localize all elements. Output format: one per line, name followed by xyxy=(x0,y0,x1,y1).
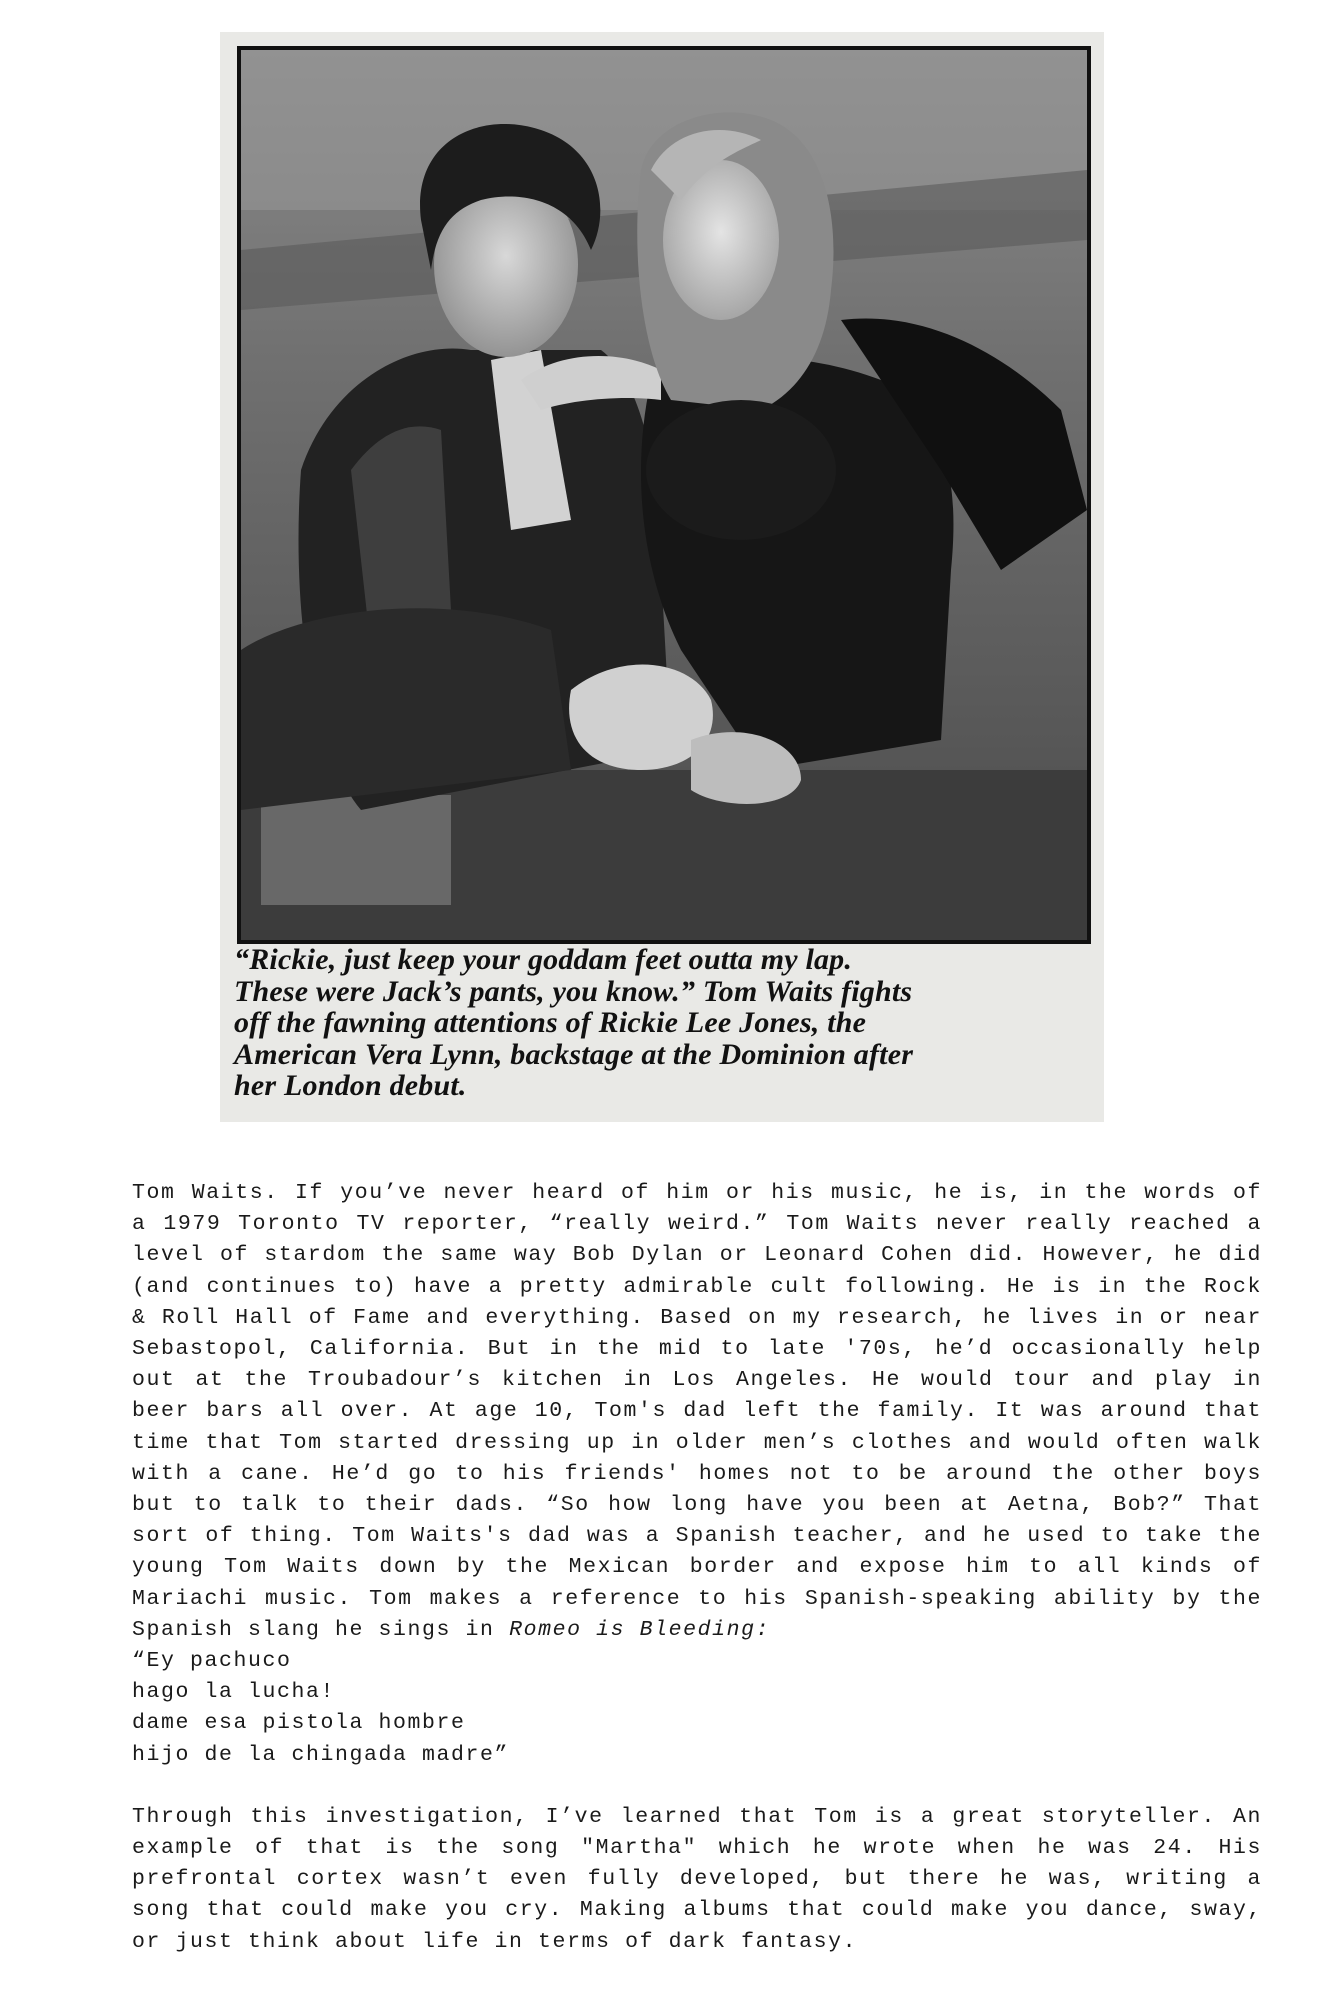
lyric-line: dame esa pistola hombre xyxy=(132,1711,466,1736)
paragraph-1-text: Tom Waits. If you’ve never heard of him or his music, he is, in the words of a 1979 Toronto TV reporter, “really weird.” Tom Waits never really reached a level of stardom the same way Bob Dylan or Leonard Cohen did. However, he did (and continues to) have a pretty admirable cult following. He is in the Rock & Roll Hall of Fame and everything. Based on my research, he lives in or near Sebastopol, California. But in the mid to late '70s, he’d occasionally help out at the Troubadour’s kitchen in Los Angeles. He would tour and play in beer bars all over. At age 10, Tom's dad left the family. It was around that time that Tom started dressing up in older men’s clothes and would often walk with a cane. He’d go to his friends' homes not to be around the other boys but to talk to their dads. “So how long have you been at Aetna, Bob?” That sort of thing. Tom Waits's dad was a Spanish teacher, and he used to take the young Tom Waits down by the Mexican border and expose him to all kinds of Mariachi music. Tom makes a reference to his Spanish-speaking ability by the Spanish slang he sings in xyxy=(132,1181,1262,1642)
song-title: Romeo is Bleeding: xyxy=(509,1617,771,1642)
caption-line: off the fawning attentions of Rickie Lee Jones, the xyxy=(234,1006,867,1039)
photo-caption xyxy=(234,944,1090,1102)
lyric-line: hago la lucha! xyxy=(132,1680,336,1705)
caption-line: American Vera Lynn, backstage at the Dominion after xyxy=(234,1037,914,1071)
article-paragraph-2: Through this investigation, I’ve learned that Tom is a great storyteller. An example of that is the song "Martha" which he wrote when he was 24. His prefrontal cortex wasn’t even fully developed, but there he was, writing a song that could make you cry. Making albums that could make you dance, sway, or just think about life in terms of dark fantasy. xyxy=(132,1804,1262,1954)
photo-illustration xyxy=(241,50,1087,940)
lyric-line: “Ey pachuco xyxy=(132,1649,292,1674)
newspaper-clipping xyxy=(220,32,1104,1122)
newspaper-photo xyxy=(237,46,1091,944)
caption-line: These were Jack’s pants, you know.” Tom Waits fights xyxy=(234,974,913,1008)
article-paragraph-1 xyxy=(132,1178,1262,1646)
lyrics-block xyxy=(132,1646,1262,1771)
caption-line: her London debut. xyxy=(234,1069,467,1102)
caption-line: “Rickie, just keep your goddam feet outta my lap. xyxy=(234,943,853,976)
lyric-line: hijo de la chingada madre” xyxy=(132,1742,510,1767)
article-body xyxy=(132,1178,1262,1958)
